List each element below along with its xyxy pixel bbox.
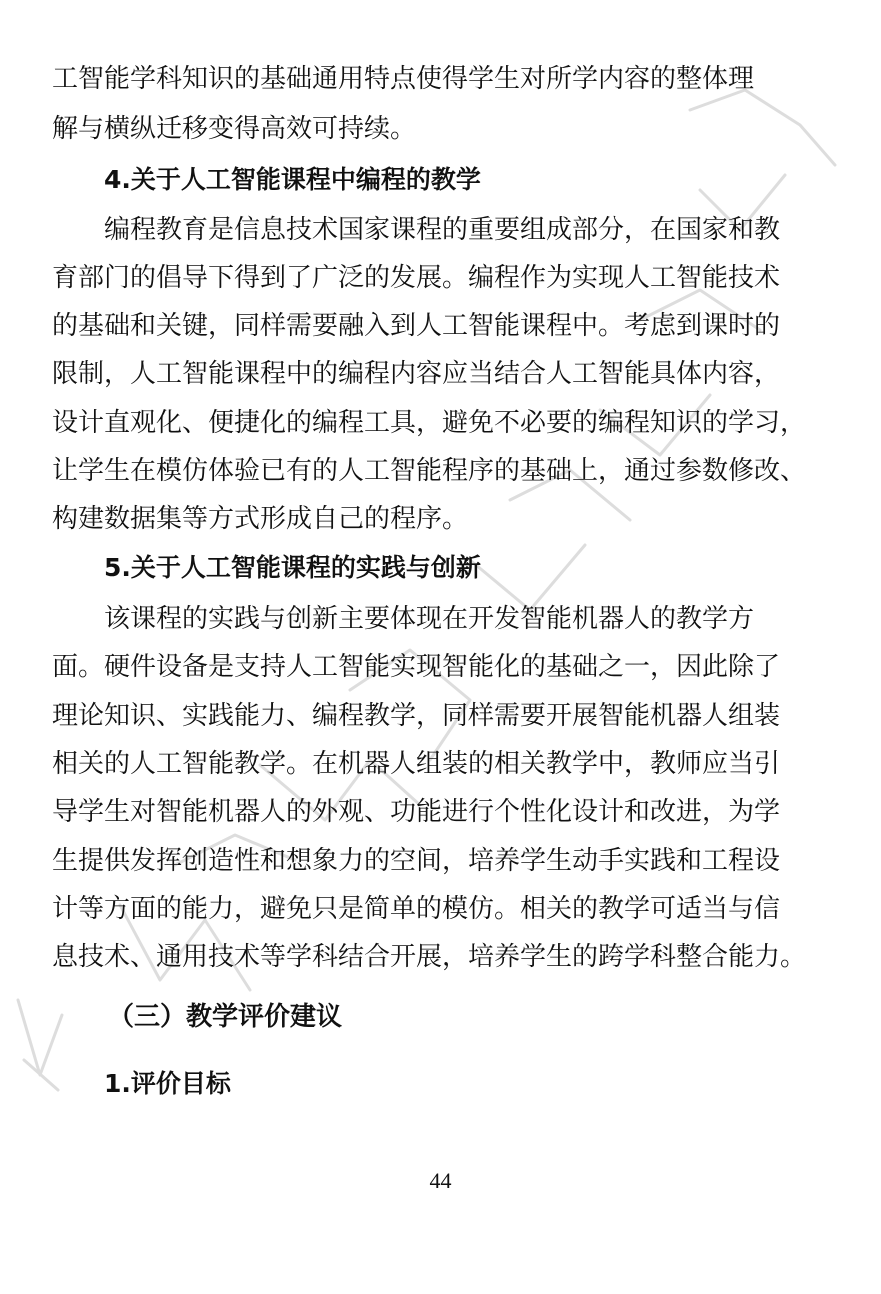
page-number: 44 [429, 1168, 452, 1193]
paragraph-programming-line: 构建数据集等方式形成自己的程序。 [52, 504, 469, 534]
paragraph-practice-line: 生提供发挥创造性和想象力的空间，培养学生动手实践和工程设 [52, 846, 781, 876]
heading-programming-teaching: 4.关于人工智能课程中编程的教学 [104, 165, 481, 194]
section-heading-evaluation: （三）教学评价建议 [108, 1002, 343, 1032]
paragraph-practice-line: 计等方面的能力，避免只是简单的模仿。相关的教学可适当与信 [52, 894, 781, 924]
paragraph-programming-line: 育部门的倡导下得到了广泛的发展。编程作为实现人工智能技术 [52, 263, 781, 293]
heading-practice-innovation: 5.关于人工智能课程的实践与创新 [104, 553, 481, 582]
paragraph-intro-line: 解与横纵迁移变得高效可持续。 [52, 114, 417, 144]
paragraph-intro-line: 工智能学科知识的基础通用特点使得学生对所学内容的整体理 [52, 64, 755, 94]
paragraph-practice-line: 面。硬件设备是支持人工智能实现智能化的基础之一，因此除了 [52, 652, 781, 682]
paragraph-practice-line: 息技术、通用技术等学科结合开展，培养学生的跨学科整合能力。 [52, 942, 807, 972]
paragraph-practice-line: 导学生对智能机器人的外观、功能进行个性化设计和改进，为学 [52, 797, 781, 827]
paragraph-programming-line: 设计直观化、便捷化的编程工具，避免不必要的编程知识的学习， [52, 408, 807, 438]
paragraph-practice-line: 理论知识、实践能力、编程教学，同样需要开展智能机器人组装 [52, 701, 781, 731]
heading-evaluation-goals: 1.评价目标 [104, 1069, 231, 1098]
paragraph-programming-line: 让学生在模仿体验已有的人工智能程序的基础上，通过参数修改、 [52, 456, 807, 486]
paragraph-programming-line: 的基础和关键，同样需要融入到人工智能课程中。考虑到课时的 [52, 311, 781, 341]
paragraph-programming-line: 限制，人工智能课程中的编程内容应当结合人工智能具体内容， [52, 359, 781, 389]
paragraph-practice-line: 该课程的实践与创新主要体现在开发智能机器人的教学方 [104, 604, 755, 634]
paragraph-practice-line: 相关的人工智能教学。在机器人组装的相关教学中，教师应当引 [52, 749, 781, 779]
paragraph-programming-line: 编程教育是信息技术国家课程的重要组成部分，在国家和教 [104, 215, 781, 245]
